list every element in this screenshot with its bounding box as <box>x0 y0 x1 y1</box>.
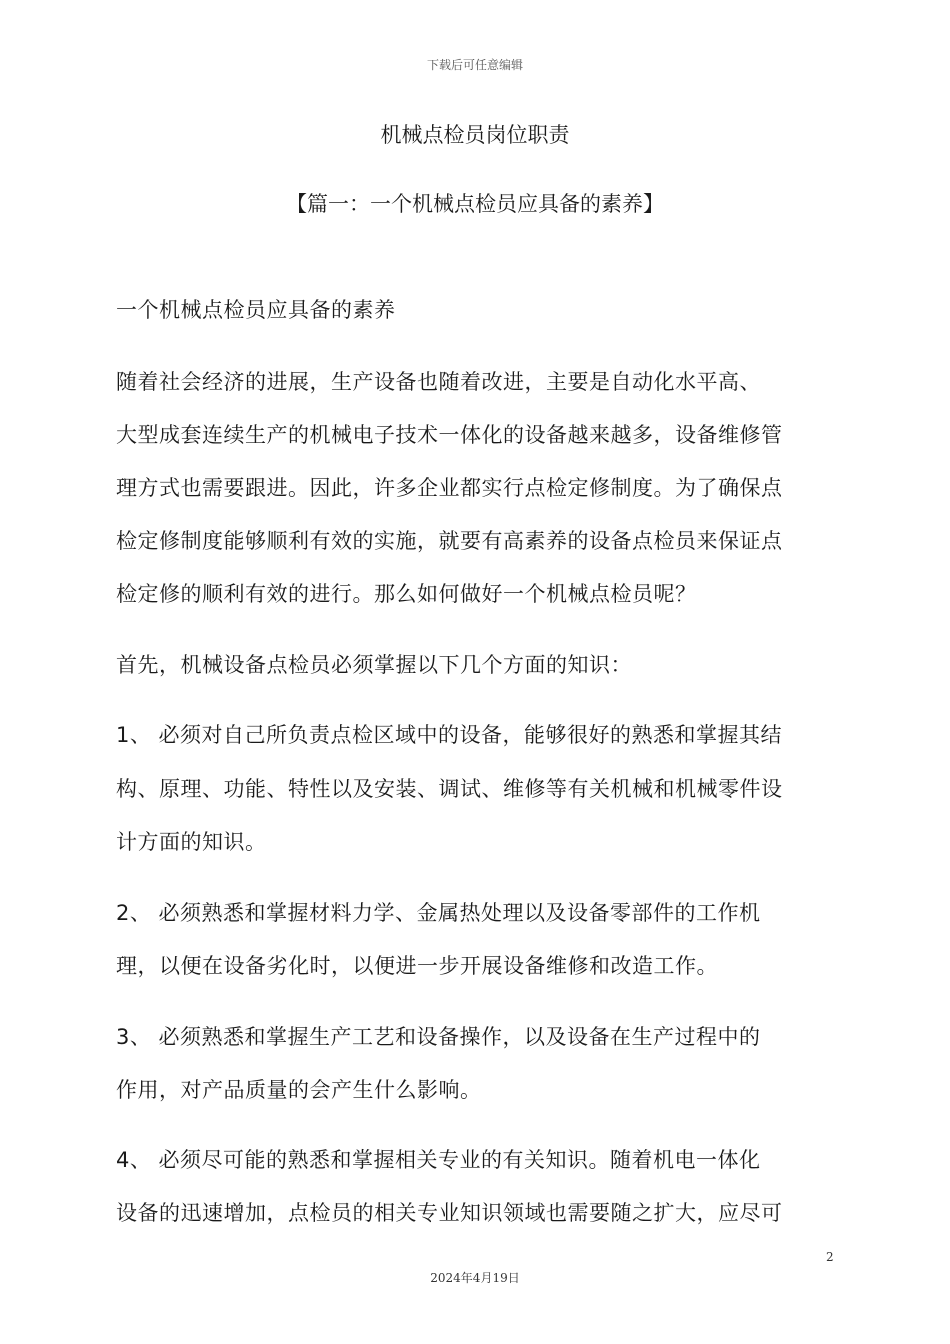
body-line: 设备的迅速增加，点检员的相关专业知识领域也需要随之扩大，应尽可 <box>116 1201 783 1225</box>
body-line: 理方式也需要跟进。因此，许多企业都实行点检定修制度。为了确保点 <box>116 476 783 500</box>
body-line: 大型成套连续生产的机械电子技术一体化的设备越来越多，设备维修管 <box>116 423 783 447</box>
body-line: 理，以便在设备劣化时，以便进一步开展设备维修和改造工作。 <box>116 954 718 978</box>
list-item-3: 3、 必须熟悉和掌握生产工艺和设备操作，以及设备在生产过程中的 <box>116 1025 761 1049</box>
list-item-2: 2、 必须熟悉和掌握材料力学、金属热处理以及设备零部件的工作机 <box>116 901 761 925</box>
document-title: 机械点检员岗位职责 <box>380 123 570 147</box>
body-line: 检定修制度能够顺利有效的实施，就要有高素养的设备点检员来保证点 <box>116 529 783 553</box>
list-item-4: 4、 必须尽可能的熟悉和掌握相关专业的有关知识。随着机电一体化 <box>116 1148 761 1172</box>
footer-date: 2024年4月19日 <box>430 1271 520 1285</box>
section-heading: 一个机械点检员应具备的素养 <box>116 298 396 322</box>
body-line: 随着社会经济的进展，生产设备也随着改进，主要是自动化水平高、 <box>116 370 761 394</box>
header-watermark: 下载后可任意编辑 <box>426 58 523 72</box>
page-number: 2 <box>826 1250 834 1264</box>
list-item-1: 1、 必须对自己所负责点检区域中的设备，能够很好的熟悉和掌握其结 <box>116 723 783 747</box>
body-line: 检定修的顺利有效的进行。那么如何做好一个机械点检员呢？ <box>116 582 697 606</box>
body-line: 构、原理、功能、特性以及安装、调试、维修等有关机械和机械零件设 <box>116 777 783 801</box>
body-line: 计方面的知识。 <box>116 830 267 854</box>
body-line: 首先，机械设备点检员必须掌握以下几个方面的知识： <box>116 653 632 677</box>
document-subtitle: 【篇一：一个机械点检员应具备的素养】 <box>286 192 664 216</box>
body-line: 作用，对产品质量的会产生什么影响。 <box>116 1078 482 1102</box>
